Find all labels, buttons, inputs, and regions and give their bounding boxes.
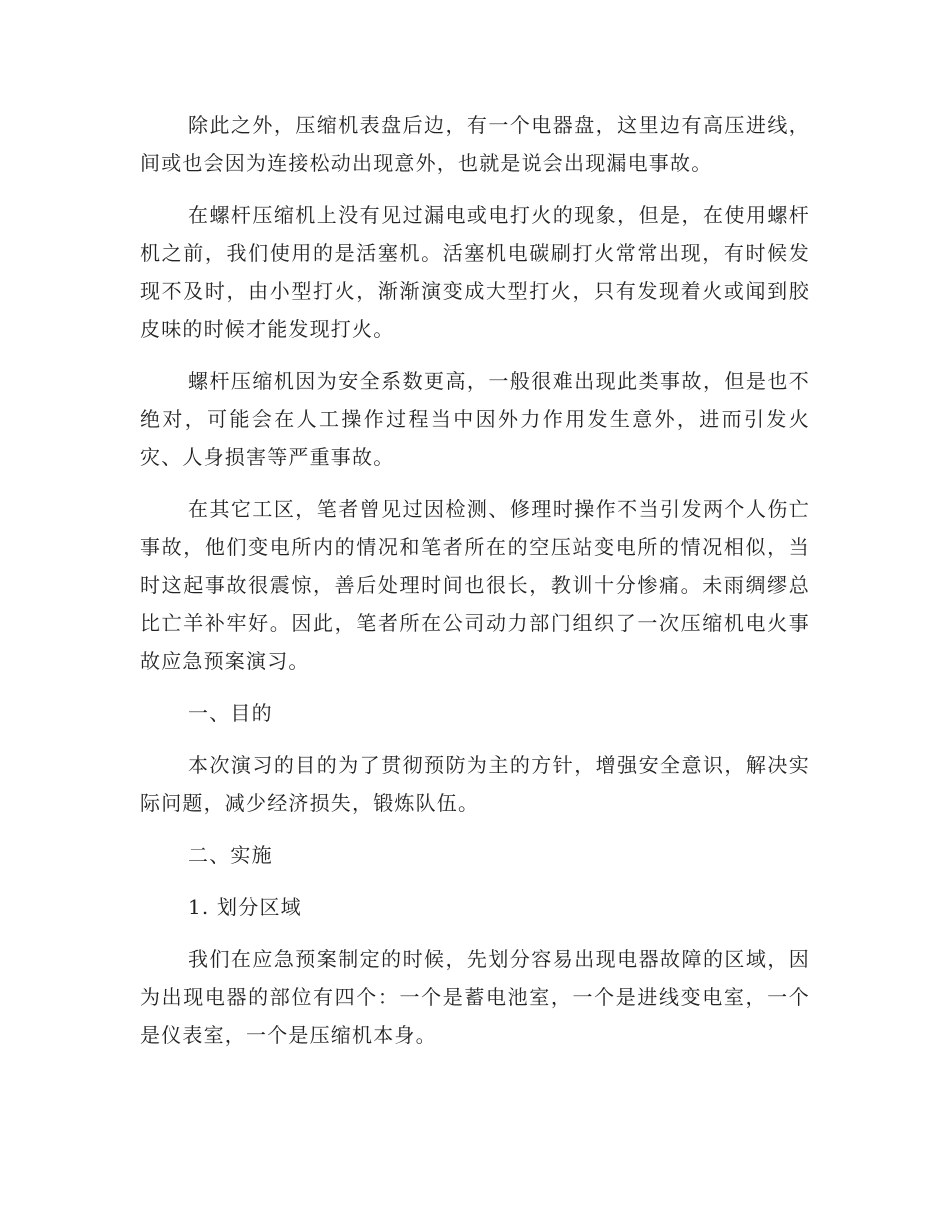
section-heading-purpose: 一、目的 — [188, 701, 273, 725]
paragraph-other-work-area-accident: 在其它工区，笔者曾见过因检测、修理时操作不当引发两个人伤亡事故，他们变电所内的情况和笔者所在的空压站变电所的情况相似，当时这起事故很震惊，善后处理时间也很长，教训十分惨痛。未雨绸缪总比亡羊补牢好。因此，笔者所在公司动力部门组织了一次压缩机电火事故应急预案演习。 — [140, 497, 810, 673]
document-body — [140, 106, 810, 1054]
section-heading-implementation: 二、实施 — [188, 843, 273, 867]
paragraph-divide-areas: 我们在应急预案制定的时候，先划分容易出现电器故障的区域，因为出现电器的部位有四个：一个是蓄电池室，一个是进线变电室，一个是仪表室，一个是压缩机本身。 — [140, 947, 810, 1047]
paragraph-safety-factor: 螺杆压缩机因为安全系数更高，一般很难出现此类事故，但是也不绝对，可能会在人工操作过程当中因外力作用发生意外，进而引发火灾、人身损害等严重事故。 — [140, 369, 810, 469]
paragraph-electrical-panel: 除此之外，压缩机表盘后边，有一个电器盘，这里边有高压进线，间或也会因为连接松动出现意外，也就是说会出现漏电事故。 — [140, 113, 810, 175]
paragraph-purpose: 本次演习的目的为了贯彻预防为主的方针，增强安全意识，解决实际问题，减少经济损失，锻炼队伍。 — [140, 753, 810, 815]
paragraph-screw-compressor-sparking: 在螺杆压缩机上没有见过漏电或电打火的现象，但是，在使用螺杆机之前，我们使用的是活塞机。活塞机电碳刷打火常常出现，有时候发现不及时，由小型打火，渐渐演变成大型打火，只有发现着火或闻到胶皮味的时候才能发现打火。 — [140, 203, 810, 341]
subsection-heading-divide-areas: 1. 划分区域 — [188, 895, 302, 919]
